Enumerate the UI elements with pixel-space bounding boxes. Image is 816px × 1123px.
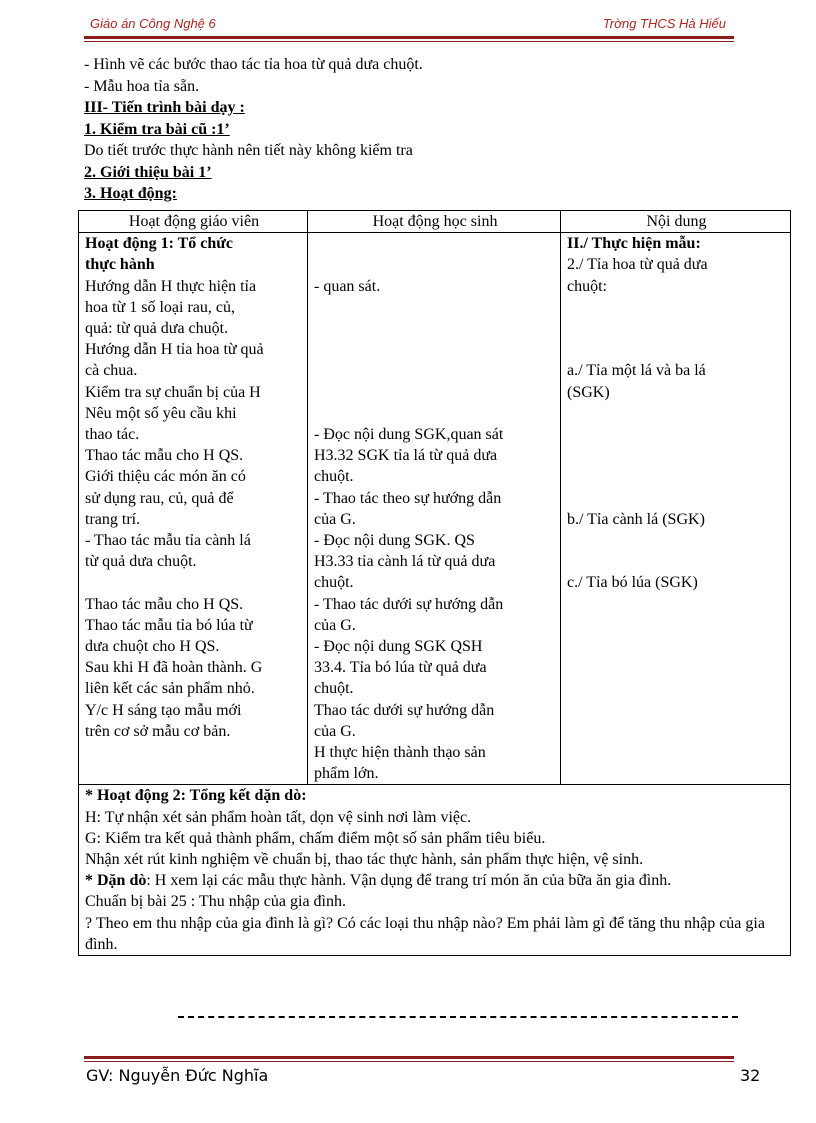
teacher-line: trên cơ sở mẫu cơ bản. — [85, 722, 231, 740]
student-line: 33.4. Tỉa bó lúa từ quả dưa — [314, 659, 487, 677]
section-heading: III- Tiến trình bài dạy : — [84, 99, 245, 116]
footer-teacher: GV: Nguyễn Đức Nghĩa — [86, 1066, 269, 1085]
teacher-line: dưa chuột cho H QS. — [85, 638, 220, 656]
header-course-title: Giáo án Công Nghệ 6 — [90, 16, 216, 31]
table-row — [79, 233, 791, 785]
content-spacer — [567, 424, 786, 445]
student-line: H3.32 SGK tỉa lá từ quả dưa — [314, 447, 498, 465]
header-divider — [84, 36, 734, 39]
teacher-line: hoa từ 1 số loại rau, củ, — [85, 298, 235, 316]
homework-line — [85, 870, 786, 891]
teacher-line: quả: từ quả dưa chuột. — [85, 320, 229, 338]
activity-1-title: Hoạt động 1: Tổ chức — [85, 235, 233, 253]
student-line: H3.33 tỉa cành lá từ quả dưa — [314, 553, 496, 571]
content-spacer — [567, 403, 786, 424]
student-spacer — [314, 233, 556, 254]
summary-line: H: Tự nhận xét sản phẩm hoàn tất, dọn vệ sinh nơi làm việc. — [85, 808, 472, 826]
homework-text: : H xem lại các mẫu thực hành. Vận dụng để trang trí món ăn của bữa ăn gia đình. — [146, 872, 672, 890]
student-line: của G. — [314, 616, 356, 634]
footer-divider-thin — [84, 1061, 734, 1062]
teacher-line: Thao tác mẫu cho H QS. — [85, 595, 244, 613]
student-line: - Đọc nội dung SGK,quan sát — [314, 425, 504, 443]
header-teacher-activity: Hoạt động giáo viên — [79, 211, 308, 233]
student-line: của G. — [314, 722, 356, 740]
summary-line: Chuẩn bị bài 25 : Thu nhập của gia đình. — [85, 893, 346, 911]
materials-line-1: - Hình vẽ các bước thao tác tỉa hoa từ quả dưa chuột. — [84, 56, 423, 73]
student-spacer — [314, 382, 556, 403]
check-old-text: Do tiết trước thực hành nên tiết này không kiểm tra — [84, 142, 413, 159]
content-line: 2./ Tỉa hoa từ quả dưa — [567, 256, 708, 274]
intro-section — [84, 54, 734, 205]
teacher-line: liên kết các sản phẩm nhỏ. — [85, 680, 255, 698]
content-line: (SGK) — [567, 383, 610, 401]
activity-1-title-cont: thực hành — [85, 256, 155, 274]
page-header — [84, 14, 734, 38]
content-line: b./ Tỉa cành lá (SGK) — [567, 510, 705, 528]
summary-line: G: Kiểm tra kết quả thành phẩm, chấm điểm một số sản phẩm tiêu biểu. — [85, 829, 546, 847]
summary-line: ? Theo em thu nhập của gia đình là gì? Có các loại thu nhập nào? Em phải làm gì để tăng thu nhập của gia đình. — [85, 914, 765, 953]
student-line: - Đọc nội dung SGK. QS — [314, 531, 475, 549]
student-line: - Đọc nội dung SGK QSH — [314, 637, 483, 655]
teacher-line: - Thao tác mẫu tỉa cành lá — [85, 532, 251, 550]
check-old-heading: 1. Kiểm tra bài cũ :1’ — [84, 120, 230, 138]
student-line: - Thao tác dưới sự hướng dẫn — [314, 595, 504, 613]
teacher-line: thao tác. — [85, 426, 140, 444]
teacher-line: Sau khi H đã hoàn thành. G — [85, 659, 263, 677]
student-activity-cell — [308, 233, 561, 785]
teacher-spacer — [85, 572, 303, 593]
content-spacer — [567, 297, 786, 318]
teacher-line: trang trí. — [85, 510, 141, 528]
teacher-line: Nêu một số yêu cầu khi — [85, 404, 237, 422]
activity-table — [78, 210, 791, 956]
student-line: chuột. — [314, 468, 354, 486]
header-content: Nội dung — [561, 211, 791, 233]
activity-2-title: * Hoạt động 2: Tổng kết dặn dò: — [85, 787, 307, 805]
intro-lesson-heading: 2. Giới thiệu bài 1’ — [84, 163, 212, 181]
teacher-line: từ quả dưa chuột. — [85, 553, 197, 571]
content-spacer — [567, 551, 786, 572]
content-spacer — [567, 466, 786, 487]
student-spacer — [314, 318, 556, 339]
teacher-line: Giới thiệu các món ăn có — [85, 468, 246, 486]
content-cell — [561, 233, 791, 785]
footer-divider — [84, 1056, 734, 1059]
content-title: II./ Thực hiện mẫu: — [567, 235, 701, 253]
teacher-line: sử dụng rau, củ, quả để — [85, 489, 234, 507]
table-header-row — [79, 211, 791, 233]
summary-row — [79, 785, 791, 956]
teacher-activity-cell — [79, 233, 308, 785]
content-line: c./ Tỉa bó lúa (SGK) — [567, 574, 698, 592]
summary-line: Nhận xét rút kinh nghiệm về chuẩn bị, thao tác thực hành, sản phẩm thực hiện, vệ sinh. — [85, 850, 644, 868]
student-spacer — [314, 339, 556, 360]
student-line: chuột. — [314, 680, 354, 698]
student-line: H thực hiện thành thạo sản — [314, 743, 486, 761]
teacher-line: Kiểm tra sự chuẩn bị của H — [85, 383, 261, 401]
student-line: - quan sát. — [314, 277, 381, 295]
header-school-name: Trờng THCS Hà Hiếu — [602, 16, 726, 31]
materials-line-2: - Mẫu hoa tỉa sẵn. — [84, 77, 200, 95]
content-spacer — [567, 445, 786, 466]
teacher-line: Y/c H sáng tạo mẫu mới — [85, 701, 242, 719]
content-spacer — [567, 339, 786, 360]
student-spacer — [314, 297, 556, 318]
teacher-line: Hướng dẫn H thực hiện tỉa — [85, 277, 257, 295]
content-line: a./ Tỉa một lá và ba lá — [567, 362, 706, 380]
dashed-divider — [178, 1016, 738, 1018]
teacher-line: Thao tác mẫu tỉa bó lúa từ — [85, 616, 253, 634]
content-spacer — [567, 530, 786, 551]
student-line: Thao tác dưới sự hướng dẫn — [314, 701, 495, 719]
student-line: chuột. — [314, 574, 354, 592]
content-spacer — [567, 318, 786, 339]
teacher-line: Thao tác mẫu cho H QS. — [85, 447, 244, 465]
header-student-activity: Hoạt động học sinh — [308, 211, 561, 233]
student-line: của G. — [314, 510, 356, 528]
page-number: 32 — [740, 1066, 761, 1085]
student-line: - Thao tác theo sự hướng dẫn — [314, 489, 502, 507]
teacher-line: cà chua. — [85, 362, 138, 380]
content-line: chuột: — [567, 277, 607, 295]
homework-label: * Dặn dò — [85, 872, 147, 890]
content-spacer — [567, 488, 786, 509]
student-spacer — [314, 403, 556, 424]
teacher-line: Hướng dẫn H tỉa hoa từ quả — [85, 341, 264, 359]
header-divider-thin — [84, 41, 734, 42]
student-spacer — [314, 360, 556, 381]
student-line: phẩm lớn. — [314, 765, 379, 783]
activities-heading: 3. Hoạt động: — [84, 185, 177, 202]
student-spacer — [314, 254, 556, 275]
summary-cell — [79, 785, 791, 956]
